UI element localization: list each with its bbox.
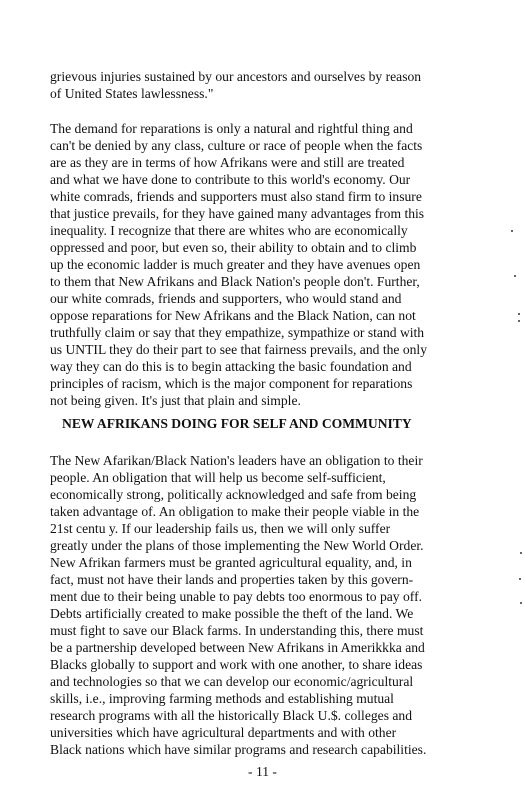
scan-speck — [519, 578, 521, 580]
page-number: - 11 - — [248, 764, 277, 779]
scan-speck — [514, 275, 516, 277]
scan-speck — [520, 552, 522, 554]
intro-paragraph: grievous injuries sustained by our ancestors and ourselves by reason of United States lawlessness." — [50, 69, 422, 101]
scan-speck — [518, 320, 520, 322]
section-heading: NEW AFRIKANS DOING FOR SELF AND COMMUNITY — [62, 416, 412, 431]
reparations-paragraph: The demand for reparations is only a natural and rightful thing and can't be denied by any class, culture or race of people when the facts are as they are in terms of how Afrikans were and still are treated and what we have done to contribute to this world's economy. Our white comrads, friends and supporters must also stand firm to insure that justice prevails, for they have gained many advantages from this inequality. I recognize that there are whites who are economically oppressed and poor, but even so, their ability to obtain and to climb up the economic ladder is much greater and they have avenues open to them that New Afrikans and Black Nation's people don't. Further, our white comrads, friends and supporters, who would stand and oppose reparations for New Afrikans and the Black Nation, can not truthfully claim or say that they empathize, sympathize or stand with us UNTIL they do their part to see that fairness prevails, and the only way they can do this is to begin attacking the basic foundation and principles of racism, which is the major component for reparations not being given. It's just that plain and simple. — [50, 121, 427, 408]
scan-speck — [520, 602, 522, 604]
scan-speck — [511, 230, 513, 232]
scan-speck — [518, 313, 520, 315]
community-paragraph: The New Afarikan/Black Nation's leaders have an obligation to their people. An obligation that will help us become self-sufficient, economically strong, politically acknowledged and safe from being taken advantage of. An obligation to make their people viable in the 21st centu y. If our leadership fails us, then we will only suffer greatly under the plans of those implementing the New World Order. New Afrikan farmers must be granted agricultural equality, and, in fact, must not have their lands and properties taken by this govern- ment due to their being unable to pay debts too enormous to pay off. Debts artificially created to make possible the theft of the land. We must fight to save our Black farms. In understanding this, there must be a partnership developed between New Afrikans in Amerikkka and Blacks globally to support and work with one another, to share ideas and technologies so that we can develop our economic/agricultural skills, i.e., improving farming methods and establishing mutual research programs with all the historically Black U.$. colleges and universities which have agricultural departments and with other Black nations which have similar programs and research capabilities. — [50, 453, 427, 757]
